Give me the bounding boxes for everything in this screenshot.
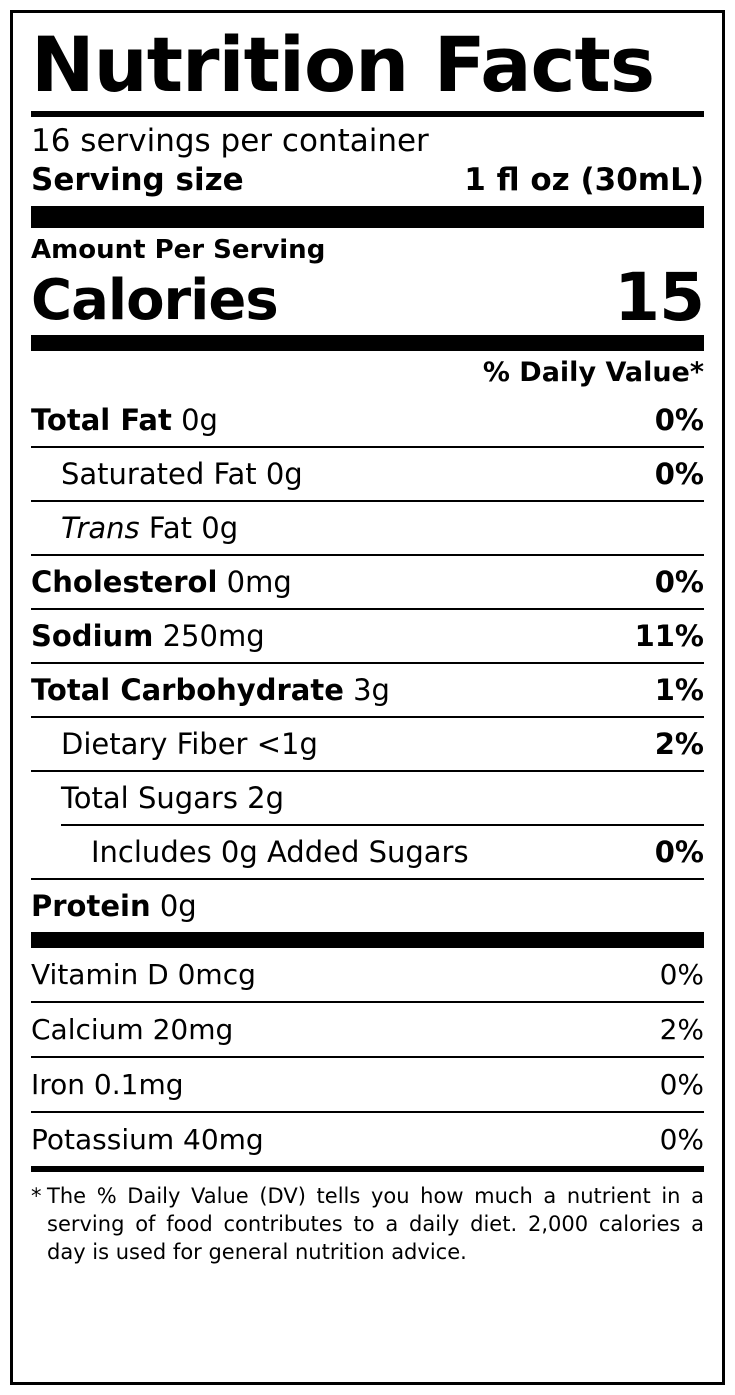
nutrient-amount: 2g xyxy=(237,780,285,815)
vitamin-daily-value: 0% xyxy=(659,957,704,991)
vitamin-daily-value: 2% xyxy=(659,1012,704,1046)
vitamin-row xyxy=(31,1001,704,1056)
nutrient-name: Saturated Fat 0g xyxy=(61,456,303,491)
nutrient-amount: 0mg xyxy=(217,564,292,599)
nutrient-amount: <1g xyxy=(247,726,318,761)
nutrient-daily-value: 11% xyxy=(634,618,704,653)
serving-size-row xyxy=(31,161,704,206)
nutrient-name: Total Sugars 2g xyxy=(61,780,285,815)
vitamin-daily-value: 0% xyxy=(659,1122,704,1156)
footnote-marker: * xyxy=(31,1183,42,1208)
amount-per-serving-label: Amount Per Serving xyxy=(31,234,326,265)
nutrient-row xyxy=(31,446,704,500)
calories-label: Calories xyxy=(31,267,278,333)
calories-row xyxy=(31,258,704,336)
vitamin-list xyxy=(31,948,704,1166)
nutrient-amount: 3g xyxy=(343,672,390,707)
nutrient-name: Sodium 250mg xyxy=(31,618,265,653)
nutrient-name: Total Fat 0g xyxy=(31,402,218,437)
nutrient-amount: 0g xyxy=(171,402,218,437)
vitamin-name: Potassium 40mg xyxy=(31,1122,264,1156)
nutrient-row xyxy=(31,662,704,716)
serving-size-value: 1 fl oz (30mL) xyxy=(464,161,704,198)
footnote xyxy=(31,1172,704,1267)
page-title: Nutrition Facts xyxy=(31,20,655,109)
nutrient-name: Total Carbohydrate 3g xyxy=(31,672,390,707)
nutrient-row xyxy=(31,500,704,554)
nutrient-name: Dietary Fiber <1g xyxy=(61,726,318,761)
divider-thick-top xyxy=(31,206,704,228)
vitamin-row xyxy=(31,1056,704,1111)
nutrition-facts-panel xyxy=(10,10,725,1385)
nutrient-list xyxy=(31,394,704,932)
calories-value: 15 xyxy=(614,258,704,336)
nutrient-row xyxy=(31,770,704,824)
divider-under-calories xyxy=(31,335,704,351)
nutrient-row xyxy=(31,554,704,608)
nutrient-row xyxy=(61,824,704,878)
nutrient-name: Protein 0g xyxy=(31,888,197,923)
vitamin-row xyxy=(31,1111,704,1166)
serving-size-label: Serving size xyxy=(31,161,244,198)
nutrient-daily-value: 0% xyxy=(654,834,704,869)
nutrient-row xyxy=(31,394,704,446)
nutrient-row xyxy=(31,878,704,932)
nutrient-daily-value: 1% xyxy=(654,672,704,707)
vitamin-name: Calcium 20mg xyxy=(31,1012,234,1046)
nutrient-row xyxy=(31,716,704,770)
nutrient-daily-value: 0% xyxy=(654,402,704,437)
nutrient-daily-value: 2% xyxy=(654,726,704,761)
nutrient-daily-value: 0% xyxy=(654,456,704,491)
nutrient-row xyxy=(31,608,704,662)
nutrient-amount: 0g xyxy=(150,888,197,923)
nutrient-name: Cholesterol 0mg xyxy=(31,564,292,599)
servings-per-container: 16 servings per container xyxy=(31,123,429,159)
nutrient-name: Includes 0g Added Sugars xyxy=(91,834,469,869)
vitamin-name: Vitamin D 0mcg xyxy=(31,957,256,991)
nutrient-amount: 250mg xyxy=(153,618,265,653)
divider-under-protein xyxy=(31,932,704,948)
footnote-text: The % Daily Value (DV) tells you how much a nutrient in a serving of food contributes to a daily diet. 2,000 calories a day is used for general nutrition advice. xyxy=(47,1183,704,1265)
vitamin-daily-value: 0% xyxy=(659,1067,704,1101)
vitamin-name: Iron 0.1mg xyxy=(31,1067,184,1101)
nutrient-amount: Fat 0g xyxy=(139,510,239,545)
nutrient-name: Trans Fat 0g xyxy=(61,510,239,545)
nutrient-amount: 0g xyxy=(256,456,303,491)
nutrient-daily-value: 0% xyxy=(654,564,704,599)
daily-value-header: % Daily Value* xyxy=(482,356,704,388)
vitamin-row xyxy=(31,948,704,1001)
